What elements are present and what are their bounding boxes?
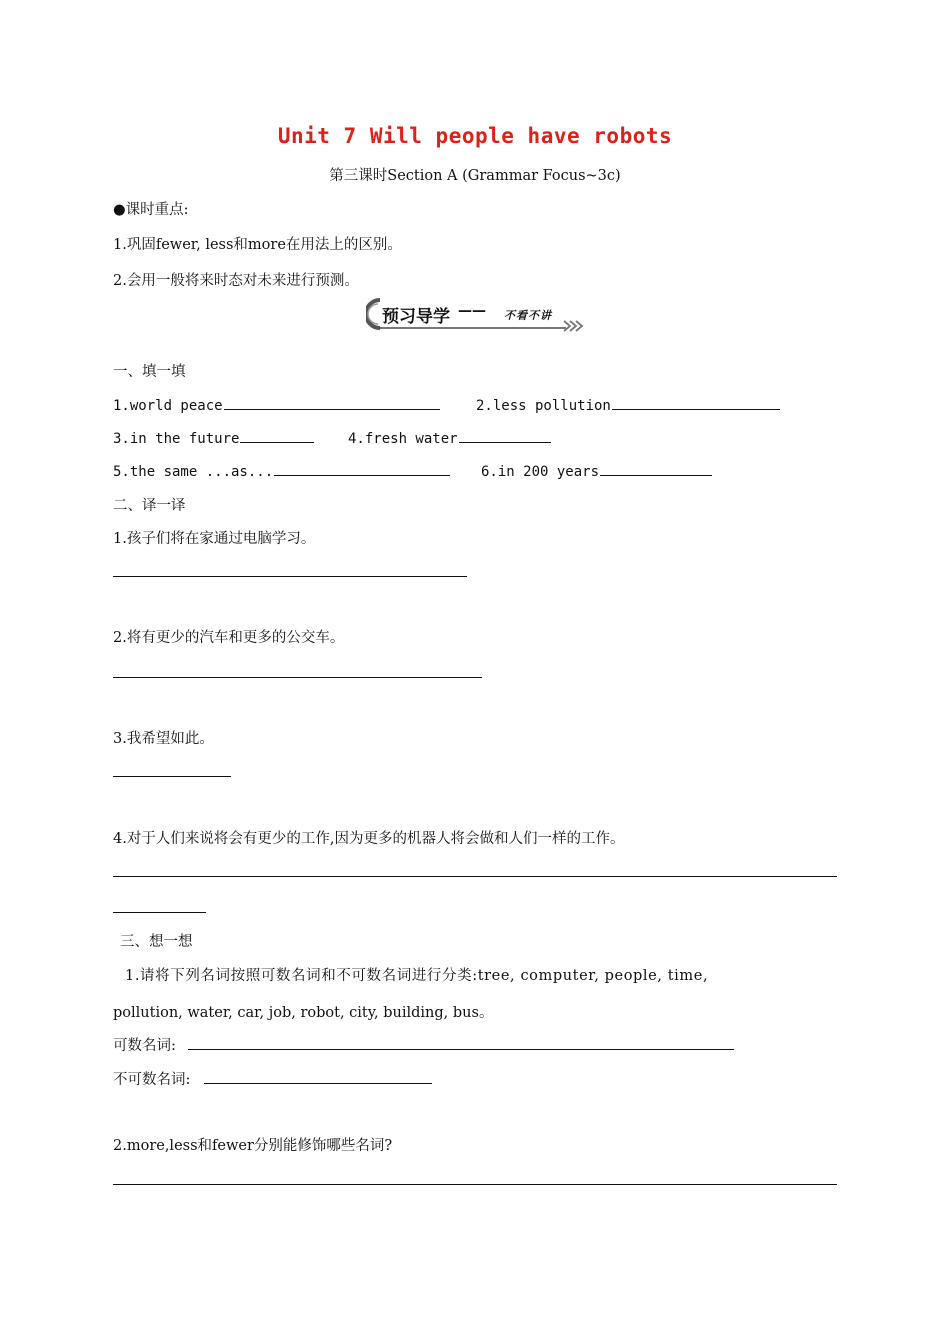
fill-item-4-label: 4.fresh water [348,431,458,447]
fill-item-3 [113,428,314,447]
translate-item-4: 4.对于人们来说将会有更少的工作,因为更多的机器人将会做和人们一样的工作。 [113,831,625,847]
countable-answer-line[interactable] [188,1049,734,1050]
think-question-2: 2.more,less和fewer分别能修饰哪些名词? [113,1138,393,1154]
preview-banner [366,296,590,332]
fill-item-6 [481,461,712,480]
section3-heading: 三、想一想 [120,934,193,950]
answer-line-2[interactable] [113,677,482,678]
answer-line-3[interactable] [113,776,231,777]
fill-blank-6[interactable] [600,461,712,476]
think-question-1-line1: 1.请将下列名词按照可数名词和不可数名词进行分类:tree, computer, people, time, [125,968,709,984]
fill-item-1 [113,395,440,414]
fill-blank-2[interactable] [612,395,780,410]
key-points-heading: ●课时重点: [113,202,189,218]
fill-item-5 [113,461,450,480]
uncountable-answer-line[interactable] [204,1083,432,1084]
answer-line-4a[interactable] [113,876,837,877]
key-point-1: 1.巩固fewer, less和more在用法上的区别。 [113,237,402,253]
fill-blank-1[interactable] [224,395,440,410]
fill-item-2 [476,395,780,414]
fill-item-4 [348,428,551,447]
banner-dash: —— [458,303,486,319]
fill-item-6-label: 6.in 200 years [481,464,600,480]
fill-blank-5[interactable] [274,461,450,476]
banner-tag: 不看不讲 [504,309,552,322]
question-2-answer-line[interactable] [113,1184,837,1185]
fill-item-2-label: 2.less pollution [476,398,611,414]
think-question-1-line2: pollution, water, car, job, robot, city, building, bus。 [113,1005,494,1021]
translate-item-1: 1.孩子们将在家通过电脑学习。 [113,531,316,547]
lesson-subtitle: 第三课时Section A (Grammar Focus~3c) [329,168,621,184]
section2-heading: 二、译一译 [113,498,186,514]
fill-item-3-label: 3.in the future [113,431,240,447]
page-title: Unit 7 Will people have robots [277,124,673,148]
banner-title: 预习导学 [382,307,450,327]
key-point-2: 2.会用一般将来时态对未来进行预测。 [113,273,359,289]
translate-item-2: 2.将有更少的汽车和更多的公交车。 [113,630,345,646]
fill-item-5-label: 5.the same ...as... [113,464,274,480]
fill-item-1-label: 1.world peace [113,398,223,414]
fill-blank-3[interactable] [240,428,314,443]
translate-item-3: 3.我希望如此。 [113,731,214,747]
uncountable-label: 不可数名词: [113,1072,191,1088]
section1-heading: 一、填一填 [113,364,186,380]
answer-line-4b[interactable] [113,912,206,913]
fill-blank-4[interactable] [459,428,551,443]
countable-label: 可数名词: [113,1038,176,1054]
answer-line-1[interactable] [113,576,467,577]
